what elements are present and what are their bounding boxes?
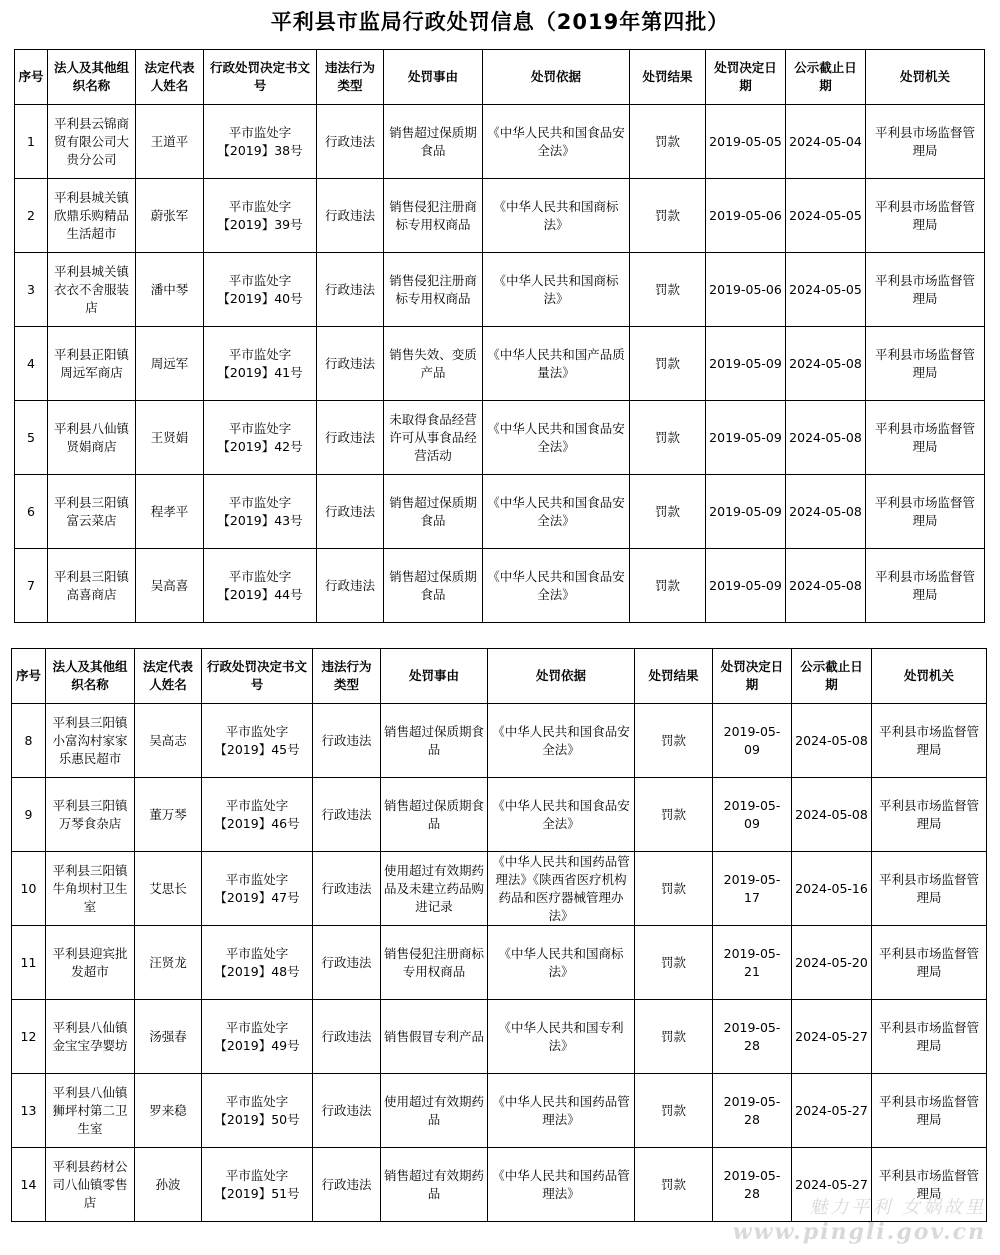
cell-agency: 平利县市场监督管理局 xyxy=(866,105,985,179)
table-row xyxy=(15,549,985,623)
column-header-5: 违法行为类型 xyxy=(313,649,381,704)
cell-decision-date: 2019-05-06 xyxy=(706,253,786,327)
cell-decision-date: 2019-05-09 xyxy=(713,704,792,778)
cell-deadline: 2024-05-08 xyxy=(786,401,866,475)
table-row xyxy=(12,926,987,1000)
cell-deadline: 2024-05-27 xyxy=(792,1074,872,1148)
cell-agency: 平利县市场监督管理局 xyxy=(866,475,985,549)
cell-decision-date: 2019-05-09 xyxy=(713,778,792,852)
cell-basis: 《中华人民共和国商标法》 xyxy=(488,926,635,1000)
table-header-row xyxy=(12,649,987,704)
column-header-3: 法定代表人姓名 xyxy=(136,50,204,105)
cell-deadline: 2024-05-08 xyxy=(786,549,866,623)
cell-document-number: 平市监处字【2019】42号 xyxy=(204,401,317,475)
column-header-1: 序号 xyxy=(15,50,48,105)
cell-deadline: 2024-05-08 xyxy=(786,327,866,401)
cell-result: 罚款 xyxy=(630,401,706,475)
page-title: 平利县市监局行政处罚信息（2019年第四批） xyxy=(270,10,730,34)
cell-violation-type: 行政违法 xyxy=(313,926,381,1000)
cell-document-number: 平市监处字【2019】48号 xyxy=(202,926,313,1000)
cell-representative: 周远军 xyxy=(136,327,204,401)
column-header-2: 法人及其他组织名称 xyxy=(48,50,136,105)
table-row xyxy=(12,778,987,852)
cell-result: 罚款 xyxy=(635,704,713,778)
penalty-table-part-2 xyxy=(11,648,987,1222)
cell-reason: 未取得食品经营许可从事食品经营活动 xyxy=(384,401,483,475)
penalty-table-part-1 xyxy=(14,49,985,623)
cell-number: 2 xyxy=(15,179,48,253)
cell-violation-type: 行政违法 xyxy=(317,549,384,623)
cell-deadline: 2024-05-05 xyxy=(786,179,866,253)
cell-agency: 平利县市场监督管理局 xyxy=(872,778,987,852)
cell-representative: 王贤娟 xyxy=(136,401,204,475)
cell-number: 8 xyxy=(12,704,46,778)
cell-reason: 销售超过保质期食品 xyxy=(384,475,483,549)
cell-reason: 销售侵犯注册商标专用权商品 xyxy=(384,253,483,327)
cell-number: 9 xyxy=(12,778,46,852)
cell-agency: 平利县市场监督管理局 xyxy=(872,1074,987,1148)
cell-reason: 销售侵犯注册商标专用权商品 xyxy=(384,179,483,253)
table-row xyxy=(15,475,985,549)
column-header-7: 处罚依据 xyxy=(483,50,630,105)
cell-deadline: 2024-05-05 xyxy=(786,253,866,327)
cell-result: 罚款 xyxy=(630,475,706,549)
cell-agency: 平利县市场监督管理局 xyxy=(872,704,987,778)
cell-violation-type: 行政违法 xyxy=(313,852,381,926)
cell-violation-type: 行政违法 xyxy=(313,1074,381,1148)
column-header-11: 处罚机关 xyxy=(872,649,987,704)
cell-result: 罚款 xyxy=(635,778,713,852)
cell-reason: 销售超过保质期食品 xyxy=(381,704,488,778)
cell-number: 5 xyxy=(15,401,48,475)
watermark-url: www.pingli.gov.cn xyxy=(732,1219,986,1245)
cell-basis: 《中华人民共和国药品管理法》《陕西省医疗机构药品和医疗器械管理办法》 xyxy=(488,852,635,926)
cell-deadline: 2024-05-04 xyxy=(786,105,866,179)
cell-organization: 平利县迎宾批发超市 xyxy=(46,926,135,1000)
cell-violation-type: 行政违法 xyxy=(317,401,384,475)
column-header-10: 公示截止日期 xyxy=(786,50,866,105)
cell-agency: 平利县市场监督管理局 xyxy=(872,852,987,926)
cell-document-number: 平市监处字【2019】39号 xyxy=(204,179,317,253)
cell-basis: 《中华人民共和国食品安全法》 xyxy=(483,401,630,475)
cell-reason: 使用超过有效期药品 xyxy=(381,1074,488,1148)
column-header-2: 法人及其他组织名称 xyxy=(46,649,135,704)
cell-deadline: 2024-05-27 xyxy=(792,1148,872,1222)
cell-violation-type: 行政违法 xyxy=(317,327,384,401)
cell-result: 罚款 xyxy=(630,253,706,327)
cell-basis: 《中华人民共和国产品质量法》 xyxy=(483,327,630,401)
cell-basis: 《中华人民共和国食品安全法》 xyxy=(488,704,635,778)
cell-result: 罚款 xyxy=(635,852,713,926)
column-header-6: 处罚事由 xyxy=(381,649,488,704)
column-header-1: 序号 xyxy=(12,649,46,704)
column-header-9: 处罚决定日期 xyxy=(713,649,792,704)
cell-number: 7 xyxy=(15,549,48,623)
column-header-7: 处罚依据 xyxy=(488,649,635,704)
cell-decision-date: 2019-05-05 xyxy=(706,105,786,179)
site-watermark xyxy=(733,1193,986,1245)
cell-basis: 《中华人民共和国食品安全法》 xyxy=(483,549,630,623)
cell-deadline: 2024-05-08 xyxy=(792,704,872,778)
cell-reason: 销售假冒专利产品 xyxy=(381,1000,488,1074)
column-header-10: 公示截止日期 xyxy=(792,649,872,704)
cell-number: 1 xyxy=(15,105,48,179)
cell-document-number: 平市监处字【2019】50号 xyxy=(202,1074,313,1148)
cell-result: 罚款 xyxy=(630,327,706,401)
cell-result: 罚款 xyxy=(635,1074,713,1148)
column-header-8: 处罚结果 xyxy=(635,649,713,704)
cell-decision-date: 2019-05-21 xyxy=(713,926,792,1000)
cell-decision-date: 2019-05-09 xyxy=(706,401,786,475)
cell-representative: 吴高喜 xyxy=(136,549,204,623)
cell-violation-type: 行政违法 xyxy=(317,105,384,179)
table-row xyxy=(15,401,985,475)
cell-number: 3 xyxy=(15,253,48,327)
cell-organization: 平利县八仙镇金宝宝孕婴坊 xyxy=(46,1000,135,1074)
cell-number: 13 xyxy=(12,1074,46,1148)
column-header-4: 行政处罚决定书文号 xyxy=(202,649,313,704)
cell-decision-date: 2019-05-28 xyxy=(713,1000,792,1074)
cell-reason: 销售超过有效期药品 xyxy=(381,1148,488,1222)
cell-representative: 罗来稳 xyxy=(135,1074,202,1148)
cell-document-number: 平市监处字【2019】46号 xyxy=(202,778,313,852)
cell-organization: 平利县三阳镇富云菜店 xyxy=(48,475,136,549)
cell-document-number: 平市监处字【2019】40号 xyxy=(204,253,317,327)
cell-organization: 平利县正阳镇周远军商店 xyxy=(48,327,136,401)
cell-document-number: 平市监处字【2019】41号 xyxy=(204,327,317,401)
cell-basis: 《中华人民共和国商标法》 xyxy=(483,253,630,327)
cell-violation-type: 行政违法 xyxy=(317,475,384,549)
cell-basis: 《中华人民共和国食品安全法》 xyxy=(488,778,635,852)
cell-number: 12 xyxy=(12,1000,46,1074)
cell-violation-type: 行政违法 xyxy=(317,253,384,327)
cell-document-number: 平市监处字【2019】47号 xyxy=(202,852,313,926)
cell-agency: 平利县市场监督管理局 xyxy=(866,327,985,401)
cell-reason: 销售超过保质期食品 xyxy=(384,105,483,179)
cell-basis: 《中华人民共和国商标法》 xyxy=(483,179,630,253)
cell-agency: 平利县市场监督管理局 xyxy=(866,549,985,623)
cell-violation-type: 行政违法 xyxy=(317,179,384,253)
cell-organization: 平利县城关镇衣衣不舍服装店 xyxy=(48,253,136,327)
table-row xyxy=(12,704,987,778)
column-header-3: 法定代表人姓名 xyxy=(135,649,202,704)
cell-agency: 平利县市场监督管理局 xyxy=(866,401,985,475)
cell-representative: 孙波 xyxy=(135,1148,202,1222)
cell-organization: 平利县三阳镇小富沟村家家乐惠民超市 xyxy=(46,704,135,778)
column-header-5: 违法行为类型 xyxy=(317,50,384,105)
cell-deadline: 2024-05-08 xyxy=(792,778,872,852)
cell-representative: 程孝平 xyxy=(136,475,204,549)
cell-basis: 《中华人民共和国食品安全法》 xyxy=(483,475,630,549)
cell-document-number: 平市监处字【2019】38号 xyxy=(204,105,317,179)
cell-basis: 《中华人民共和国食品安全法》 xyxy=(483,105,630,179)
watermark-slogan: 魅力平利 女娲故里 xyxy=(809,1197,986,1218)
table-row xyxy=(15,253,985,327)
table-row xyxy=(12,852,987,926)
cell-document-number: 平市监处字【2019】51号 xyxy=(202,1148,313,1222)
column-header-4: 行政处罚决定书文号 xyxy=(204,50,317,105)
cell-result: 罚款 xyxy=(630,179,706,253)
table-row xyxy=(12,1000,987,1074)
cell-representative: 艾思长 xyxy=(135,852,202,926)
cell-representative: 王道平 xyxy=(136,105,204,179)
cell-deadline: 2024-05-08 xyxy=(786,475,866,549)
cell-basis: 《中华人民共和国药品管理法》 xyxy=(488,1148,635,1222)
cell-reason: 销售侵犯注册商标专用权商品 xyxy=(381,926,488,1000)
cell-number: 14 xyxy=(12,1148,46,1222)
cell-deadline: 2024-05-16 xyxy=(792,852,872,926)
column-header-9: 处罚决定日期 xyxy=(706,50,786,105)
cell-agency: 平利县市场监督管理局 xyxy=(872,926,987,1000)
cell-decision-date: 2019-05-06 xyxy=(706,179,786,253)
cell-organization: 平利县三阳镇高喜商店 xyxy=(48,549,136,623)
cell-reason: 销售超过保质期食品 xyxy=(384,549,483,623)
cell-representative: 汤强春 xyxy=(135,1000,202,1074)
cell-number: 4 xyxy=(15,327,48,401)
cell-agency: 平利县市场监督管理局 xyxy=(866,253,985,327)
table-row xyxy=(15,105,985,179)
cell-representative: 董万琴 xyxy=(135,778,202,852)
cell-representative: 蔚张军 xyxy=(136,179,204,253)
cell-representative: 汪贤龙 xyxy=(135,926,202,1000)
cell-decision-date: 2019-05-28 xyxy=(713,1148,792,1222)
cell-number: 10 xyxy=(12,852,46,926)
cell-decision-date: 2019-05-09 xyxy=(706,475,786,549)
table-row xyxy=(12,1074,987,1148)
cell-organization: 平利县云锦商贸有限公司大贵分公司 xyxy=(48,105,136,179)
cell-result: 罚款 xyxy=(635,1000,713,1074)
cell-decision-date: 2019-05-09 xyxy=(706,327,786,401)
cell-reason: 销售超过保质期食品 xyxy=(381,778,488,852)
cell-organization: 平利县三阳镇牛角坝村卫生室 xyxy=(46,852,135,926)
cell-result: 罚款 xyxy=(630,105,706,179)
cell-basis: 《中华人民共和国药品管理法》 xyxy=(488,1074,635,1148)
cell-deadline: 2024-05-27 xyxy=(792,1000,872,1074)
cell-decision-date: 2019-05-28 xyxy=(713,1074,792,1148)
cell-violation-type: 行政违法 xyxy=(313,1148,381,1222)
cell-organization: 平利县八仙镇贤娟商店 xyxy=(48,401,136,475)
cell-violation-type: 行政违法 xyxy=(313,778,381,852)
cell-result: 罚款 xyxy=(635,926,713,1000)
cell-deadline: 2024-05-20 xyxy=(792,926,872,1000)
cell-organization: 平利县城关镇欣鼎乐购精品生活超市 xyxy=(48,179,136,253)
cell-decision-date: 2019-05-17 xyxy=(713,852,792,926)
cell-document-number: 平市监处字【2019】49号 xyxy=(202,1000,313,1074)
cell-organization: 平利县八仙镇狮坪村第二卫生室 xyxy=(46,1074,135,1148)
cell-decision-date: 2019-05-09 xyxy=(706,549,786,623)
table-row xyxy=(15,327,985,401)
cell-document-number: 平市监处字【2019】44号 xyxy=(204,549,317,623)
cell-representative: 吴高志 xyxy=(135,704,202,778)
table-header-row xyxy=(15,50,985,105)
cell-document-number: 平市监处字【2019】45号 xyxy=(202,704,313,778)
cell-result: 罚款 xyxy=(630,549,706,623)
cell-basis: 《中华人民共和国专利法》 xyxy=(488,1000,635,1074)
column-header-6: 处罚事由 xyxy=(384,50,483,105)
cell-agency: 平利县市场监督管理局 xyxy=(872,1000,987,1074)
table-row xyxy=(15,179,985,253)
cell-reason: 销售失效、变质产品 xyxy=(384,327,483,401)
cell-agency: 平利县市场监督管理局 xyxy=(872,1148,987,1222)
column-header-11: 处罚机关 xyxy=(866,50,985,105)
cell-violation-type: 行政违法 xyxy=(313,1000,381,1074)
cell-number: 6 xyxy=(15,475,48,549)
cell-agency: 平利县市场监督管理局 xyxy=(866,179,985,253)
cell-reason: 使用超过有效期药品及未建立药品购进记录 xyxy=(381,852,488,926)
column-header-8: 处罚结果 xyxy=(630,50,706,105)
cell-number: 11 xyxy=(12,926,46,1000)
cell-organization: 平利县药材公司八仙镇零售店 xyxy=(46,1148,135,1222)
cell-representative: 潘中琴 xyxy=(136,253,204,327)
cell-document-number: 平市监处字【2019】43号 xyxy=(204,475,317,549)
cell-violation-type: 行政违法 xyxy=(313,704,381,778)
cell-result: 罚款 xyxy=(635,1148,713,1222)
cell-organization: 平利县三阳镇万琴食杂店 xyxy=(46,778,135,852)
